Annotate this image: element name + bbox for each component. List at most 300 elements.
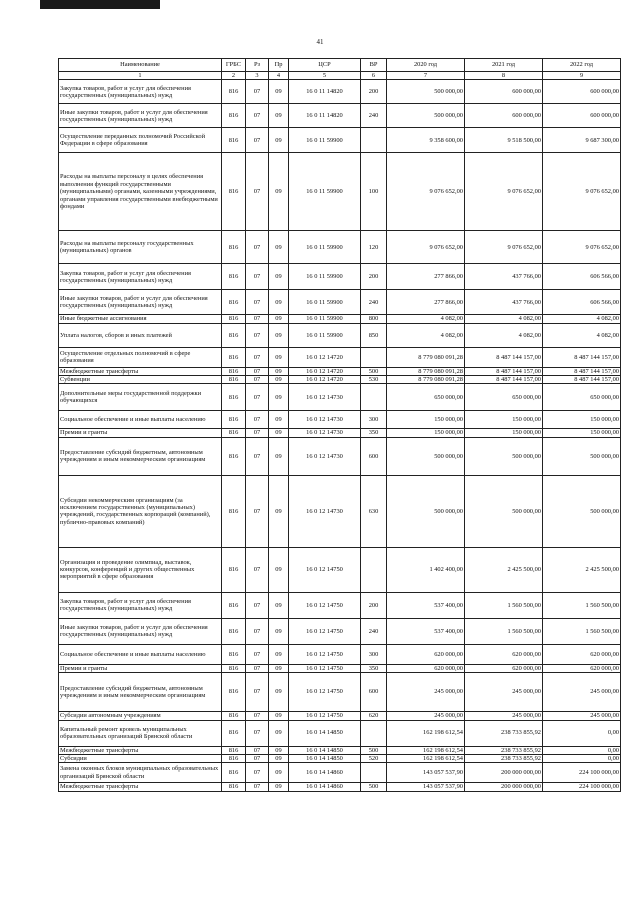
table-row xyxy=(59,763,621,783)
cell-rz: 07 xyxy=(246,754,269,762)
cell-rz: 07 xyxy=(246,763,269,783)
cell-name: Предоставление субсидий бюджетным, автономным учреждениям и иным некоммерческим организациям xyxy=(59,437,222,475)
cell-name: Осуществление переданных полномочий Российской Федерации в сфере образования xyxy=(59,128,222,153)
cell-grbs: 816 xyxy=(222,411,246,429)
cell-y2021: 437 766,00 xyxy=(465,290,543,315)
cell-y2022: 4 082,00 xyxy=(543,315,621,323)
cell-grbs: 816 xyxy=(222,323,246,347)
column-index: 9 xyxy=(543,72,621,80)
cell-y2021: 650 000,00 xyxy=(465,384,543,411)
cell-grbs: 816 xyxy=(222,712,246,720)
cell-y2021: 620 000,00 xyxy=(465,644,543,664)
column-header: 2020 год xyxy=(387,59,465,72)
cell-pr: 09 xyxy=(269,783,289,791)
cell-name: Расходы на выплаты персоналу государственных (муниципальных) органов xyxy=(59,231,222,264)
cell-rz: 07 xyxy=(246,231,269,264)
cell-grbs: 816 xyxy=(222,618,246,644)
cell-vr xyxy=(361,384,387,411)
cell-y2020: 8 779 080 091,28 xyxy=(387,376,465,384)
cell-vr: 500 xyxy=(361,783,387,791)
cell-vr: 600 xyxy=(361,673,387,712)
cell-y2020: 9 358 600,00 xyxy=(387,128,465,153)
cell-csr: 16 0 11 59900 xyxy=(289,290,361,315)
table-row xyxy=(59,644,621,664)
table-row xyxy=(59,315,621,323)
cell-pr: 09 xyxy=(269,153,289,231)
cell-y2022: 1 560 500,00 xyxy=(543,592,621,618)
table-row xyxy=(59,411,621,429)
cell-name: Субсидии xyxy=(59,754,222,762)
cell-name: Иные бюджетные ассигнования xyxy=(59,315,222,323)
cell-name: Закупка товаров, работ и услуг для обеспечения государственных (муниципальных) нужд xyxy=(59,592,222,618)
cell-rz: 07 xyxy=(246,720,269,746)
cell-csr: 16 0 12 14750 xyxy=(289,618,361,644)
cell-y2020: 620 000,00 xyxy=(387,644,465,664)
cell-name: Замена оконных блоков муниципальных образовательных организаций Брянской области xyxy=(59,763,222,783)
column-index: 4 xyxy=(269,72,289,80)
cell-y2022: 9 687 300,00 xyxy=(543,128,621,153)
cell-name: Межбюджетные трансферты xyxy=(59,783,222,791)
cell-pr: 09 xyxy=(269,231,289,264)
column-index: 6 xyxy=(361,72,387,80)
cell-csr: 16 0 12 14750 xyxy=(289,664,361,672)
table-row xyxy=(59,754,621,762)
table-row xyxy=(59,80,621,104)
cell-csr: 16 0 14 14850 xyxy=(289,720,361,746)
cell-rz: 07 xyxy=(246,80,269,104)
header-row xyxy=(59,59,621,72)
budget-table xyxy=(58,58,621,792)
cell-rz: 07 xyxy=(246,618,269,644)
cell-name: Премии и гранты xyxy=(59,664,222,672)
cell-grbs: 816 xyxy=(222,290,246,315)
cell-y2022: 606 566,00 xyxy=(543,290,621,315)
cell-y2022: 2 425 500,00 xyxy=(543,547,621,592)
cell-rz: 07 xyxy=(246,376,269,384)
cell-csr: 16 0 12 14720 xyxy=(289,347,361,367)
column-index: 2 xyxy=(222,72,246,80)
table-row xyxy=(59,153,621,231)
cell-rz: 07 xyxy=(246,429,269,437)
cell-y2020: 277 866,00 xyxy=(387,264,465,290)
cell-grbs: 816 xyxy=(222,104,246,128)
cell-vr: 240 xyxy=(361,290,387,315)
cell-csr: 16 0 11 59900 xyxy=(289,323,361,347)
cell-rz: 07 xyxy=(246,783,269,791)
cell-y2021: 8 487 144 157,00 xyxy=(465,347,543,367)
cell-y2022: 600 000,00 xyxy=(543,80,621,104)
table-row xyxy=(59,673,621,712)
cell-name: Социальное обеспечение и иные выплаты населению xyxy=(59,411,222,429)
column-index: 1 xyxy=(59,72,222,80)
cell-vr: 200 xyxy=(361,264,387,290)
cell-pr: 09 xyxy=(269,746,289,754)
table-row xyxy=(59,429,621,437)
cell-y2020: 500 000,00 xyxy=(387,80,465,104)
column-header: 2021 год xyxy=(465,59,543,72)
cell-y2022: 620 000,00 xyxy=(543,664,621,672)
cell-y2022: 0,00 xyxy=(543,754,621,762)
cell-csr: 16 0 12 14730 xyxy=(289,384,361,411)
cell-y2022: 8 487 144 157,00 xyxy=(543,376,621,384)
cell-y2021: 600 000,00 xyxy=(465,104,543,128)
cell-y2022: 500 000,00 xyxy=(543,437,621,475)
column-index: 5 xyxy=(289,72,361,80)
cell-pr: 09 xyxy=(269,754,289,762)
cell-csr: 16 0 12 14750 xyxy=(289,712,361,720)
cell-y2021: 238 733 855,92 xyxy=(465,720,543,746)
cell-y2020: 162 198 612,54 xyxy=(387,720,465,746)
cell-pr: 09 xyxy=(269,673,289,712)
cell-pr: 09 xyxy=(269,128,289,153)
table-row xyxy=(59,347,621,367)
cell-y2021: 9 518 500,00 xyxy=(465,128,543,153)
cell-grbs: 816 xyxy=(222,754,246,762)
cell-y2021: 4 082,00 xyxy=(465,323,543,347)
column-header: ГРБС xyxy=(222,59,246,72)
cell-csr: 16 0 12 14730 xyxy=(289,429,361,437)
cell-vr: 300 xyxy=(361,411,387,429)
cell-y2021: 4 082,00 xyxy=(465,315,543,323)
cell-rz: 07 xyxy=(246,437,269,475)
cell-y2020: 9 076 652,00 xyxy=(387,153,465,231)
cell-y2021: 200 000 000,00 xyxy=(465,783,543,791)
cell-pr: 09 xyxy=(269,80,289,104)
cell-grbs: 816 xyxy=(222,475,246,547)
cell-rz: 07 xyxy=(246,128,269,153)
cell-y2022: 0,00 xyxy=(543,720,621,746)
column-header: Наименование xyxy=(59,59,222,72)
table-row xyxy=(59,475,621,547)
cell-vr: 500 xyxy=(361,746,387,754)
cell-pr: 09 xyxy=(269,290,289,315)
cell-y2022: 4 082,00 xyxy=(543,323,621,347)
table-body xyxy=(59,80,621,791)
cell-vr: 630 xyxy=(361,475,387,547)
cell-name: Социальное обеспечение и иные выплаты населению xyxy=(59,644,222,664)
cell-pr: 09 xyxy=(269,475,289,547)
cell-pr: 09 xyxy=(269,347,289,367)
cell-y2022: 620 000,00 xyxy=(543,644,621,664)
cell-name: Предоставление субсидий бюджетным, автономным учреждениям и иным некоммерческим организациям xyxy=(59,673,222,712)
cell-grbs: 816 xyxy=(222,315,246,323)
cell-rz: 07 xyxy=(246,746,269,754)
cell-grbs: 816 xyxy=(222,763,246,783)
cell-y2022: 245 000,00 xyxy=(543,673,621,712)
cell-vr: 300 xyxy=(361,644,387,664)
cell-name: Расходы на выплаты персоналу в целях обеспечения выполнения функций государственными (муниципальными) органами, казенными учреждениями, органами управления государственными внебюджетными фондами xyxy=(59,153,222,231)
cell-name: Капитальный ремонт кровель муниципальных образовательных организаций Брянской области xyxy=(59,720,222,746)
cell-rz: 07 xyxy=(246,664,269,672)
cell-y2020: 650 000,00 xyxy=(387,384,465,411)
cell-y2020: 245 000,00 xyxy=(387,712,465,720)
cell-vr: 240 xyxy=(361,618,387,644)
cell-name: Уплата налогов, сборов и иных платежей xyxy=(59,323,222,347)
cell-rz: 07 xyxy=(246,104,269,128)
cell-y2022: 8 487 144 157,00 xyxy=(543,347,621,367)
cell-vr: 120 xyxy=(361,231,387,264)
cell-csr: 16 0 12 14730 xyxy=(289,437,361,475)
cell-y2021: 500 000,00 xyxy=(465,475,543,547)
cell-y2020: 537 400,00 xyxy=(387,618,465,644)
cell-grbs: 816 xyxy=(222,153,246,231)
cell-grbs: 816 xyxy=(222,673,246,712)
cell-vr: 850 xyxy=(361,323,387,347)
cell-pr: 09 xyxy=(269,315,289,323)
cell-grbs: 816 xyxy=(222,384,246,411)
cell-y2020: 162 198 612,54 xyxy=(387,746,465,754)
cell-vr xyxy=(361,347,387,367)
cell-name: Иные закупки товаров, работ и услуг для обеспечения государственных (муниципальных) нужд xyxy=(59,104,222,128)
cell-name: Субсидии некоммерческим организациям (за исключением государственных (муниципальных) учреждений, государственных корпораций (компаний), публично-правовых компаний) xyxy=(59,475,222,547)
cell-name: Закупка товаров, работ и услуг для обеспечения государственных (муниципальных) нужд xyxy=(59,80,222,104)
cell-csr: 16 0 11 59900 xyxy=(289,128,361,153)
cell-y2021: 8 487 144 157,00 xyxy=(465,376,543,384)
cell-name: Субвенции xyxy=(59,376,222,384)
cell-y2022: 0,00 xyxy=(543,746,621,754)
cell-csr: 16 0 12 14720 xyxy=(289,376,361,384)
cell-y2020: 277 866,00 xyxy=(387,290,465,315)
cell-csr: 16 0 12 14750 xyxy=(289,644,361,664)
column-header: ВР xyxy=(361,59,387,72)
cell-csr: 16 0 14 14850 xyxy=(289,746,361,754)
cell-y2020: 150 000,00 xyxy=(387,429,465,437)
cell-y2020: 537 400,00 xyxy=(387,592,465,618)
cell-y2022: 650 000,00 xyxy=(543,384,621,411)
cell-vr: 500 xyxy=(361,367,387,375)
cell-rz: 07 xyxy=(246,367,269,375)
cell-y2021: 620 000,00 xyxy=(465,664,543,672)
scan-edge-bar xyxy=(40,0,160,9)
cell-pr: 09 xyxy=(269,618,289,644)
cell-y2020: 620 000,00 xyxy=(387,664,465,672)
cell-pr: 09 xyxy=(269,720,289,746)
cell-y2021: 238 733 855,92 xyxy=(465,746,543,754)
cell-grbs: 816 xyxy=(222,746,246,754)
table-row xyxy=(59,104,621,128)
cell-grbs: 816 xyxy=(222,80,246,104)
cell-csr: 16 0 12 14750 xyxy=(289,547,361,592)
cell-y2020: 9 076 652,00 xyxy=(387,231,465,264)
cell-pr: 09 xyxy=(269,763,289,783)
cell-vr: 350 xyxy=(361,429,387,437)
cell-y2022: 150 000,00 xyxy=(543,429,621,437)
cell-pr: 09 xyxy=(269,437,289,475)
column-index: 7 xyxy=(387,72,465,80)
cell-y2021: 2 425 500,00 xyxy=(465,547,543,592)
table-row xyxy=(59,592,621,618)
cell-y2021: 238 733 855,92 xyxy=(465,754,543,762)
cell-pr: 09 xyxy=(269,376,289,384)
cell-pr: 09 xyxy=(269,547,289,592)
cell-y2020: 8 779 080 091,28 xyxy=(387,367,465,375)
cell-pr: 09 xyxy=(269,592,289,618)
cell-grbs: 816 xyxy=(222,783,246,791)
cell-grbs: 816 xyxy=(222,720,246,746)
column-header: 2022 год xyxy=(543,59,621,72)
cell-y2021: 500 000,00 xyxy=(465,437,543,475)
table-row xyxy=(59,783,621,791)
cell-y2022: 1 560 500,00 xyxy=(543,618,621,644)
cell-y2020: 162 198 612,54 xyxy=(387,754,465,762)
cell-rz: 07 xyxy=(246,290,269,315)
table-row xyxy=(59,367,621,375)
table-row xyxy=(59,618,621,644)
cell-rz: 07 xyxy=(246,411,269,429)
cell-rz: 07 xyxy=(246,347,269,367)
cell-csr: 16 0 14 14860 xyxy=(289,763,361,783)
cell-vr xyxy=(361,720,387,746)
cell-grbs: 816 xyxy=(222,231,246,264)
cell-csr: 16 0 11 59900 xyxy=(289,315,361,323)
cell-pr: 09 xyxy=(269,429,289,437)
cell-y2021: 150 000,00 xyxy=(465,429,543,437)
cell-y2022: 224 100 000,00 xyxy=(543,763,621,783)
cell-vr xyxy=(361,547,387,592)
cell-y2021: 245 000,00 xyxy=(465,673,543,712)
cell-pr: 09 xyxy=(269,384,289,411)
cell-pr: 09 xyxy=(269,323,289,347)
cell-pr: 09 xyxy=(269,644,289,664)
cell-vr: 530 xyxy=(361,376,387,384)
cell-name: Межбюджетные трансферты xyxy=(59,367,222,375)
cell-name: Иные закупки товаров, работ и услуг для обеспечения государственных (муниципальных) нужд xyxy=(59,618,222,644)
cell-csr: 16 0 12 14750 xyxy=(289,673,361,712)
cell-rz: 07 xyxy=(246,644,269,664)
table-row xyxy=(59,384,621,411)
cell-vr: 200 xyxy=(361,80,387,104)
page-number: 41 xyxy=(316,38,324,46)
table-row xyxy=(59,437,621,475)
column-index: 3 xyxy=(246,72,269,80)
cell-grbs: 816 xyxy=(222,347,246,367)
cell-y2020: 150 000,00 xyxy=(387,411,465,429)
cell-y2021: 1 560 500,00 xyxy=(465,592,543,618)
cell-pr: 09 xyxy=(269,104,289,128)
cell-y2021: 200 000 000,00 xyxy=(465,763,543,783)
cell-y2020: 245 000,00 xyxy=(387,673,465,712)
cell-y2020: 4 082,00 xyxy=(387,323,465,347)
cell-pr: 09 xyxy=(269,264,289,290)
table-row xyxy=(59,376,621,384)
cell-grbs: 816 xyxy=(222,592,246,618)
cell-rz: 07 xyxy=(246,264,269,290)
column-header: ЦСР xyxy=(289,59,361,72)
cell-vr: 200 xyxy=(361,592,387,618)
cell-vr: 620 xyxy=(361,712,387,720)
cell-y2021: 245 000,00 xyxy=(465,712,543,720)
column-header: Рз xyxy=(246,59,269,72)
cell-y2022: 150 000,00 xyxy=(543,411,621,429)
cell-y2022: 245 000,00 xyxy=(543,712,621,720)
cell-y2022: 9 076 652,00 xyxy=(543,231,621,264)
cell-y2021: 8 487 144 157,00 xyxy=(465,367,543,375)
cell-vr xyxy=(361,128,387,153)
cell-y2020: 500 000,00 xyxy=(387,104,465,128)
cell-grbs: 816 xyxy=(222,437,246,475)
cell-rz: 07 xyxy=(246,475,269,547)
cell-y2020: 4 082,00 xyxy=(387,315,465,323)
cell-csr: 16 0 11 59900 xyxy=(289,153,361,231)
table-row xyxy=(59,231,621,264)
table-row xyxy=(59,664,621,672)
table-row xyxy=(59,290,621,315)
cell-y2021: 9 076 652,00 xyxy=(465,153,543,231)
column-index: 8 xyxy=(465,72,543,80)
cell-name: Дополнительные меры государственной поддержки обучающихся xyxy=(59,384,222,411)
cell-name: Премии и гранты xyxy=(59,429,222,437)
cell-vr: 600 xyxy=(361,437,387,475)
cell-rz: 07 xyxy=(246,323,269,347)
cell-grbs: 816 xyxy=(222,264,246,290)
cell-csr: 16 0 12 14730 xyxy=(289,475,361,547)
cell-vr: 520 xyxy=(361,754,387,762)
column-header: Пр xyxy=(269,59,289,72)
cell-grbs: 816 xyxy=(222,547,246,592)
table-row xyxy=(59,720,621,746)
cell-y2020: 500 000,00 xyxy=(387,475,465,547)
table-row xyxy=(59,264,621,290)
cell-csr: 16 0 11 14820 xyxy=(289,80,361,104)
cell-grbs: 816 xyxy=(222,644,246,664)
cell-grbs: 816 xyxy=(222,128,246,153)
cell-vr: 100 xyxy=(361,153,387,231)
table-row xyxy=(59,746,621,754)
cell-csr: 16 0 12 14750 xyxy=(289,592,361,618)
cell-y2020: 1 402 400,00 xyxy=(387,547,465,592)
table-row xyxy=(59,128,621,153)
cell-grbs: 816 xyxy=(222,429,246,437)
cell-y2022: 500 000,00 xyxy=(543,475,621,547)
table-row xyxy=(59,547,621,592)
cell-rz: 07 xyxy=(246,153,269,231)
cell-grbs: 816 xyxy=(222,367,246,375)
cell-y2021: 437 766,00 xyxy=(465,264,543,290)
cell-csr: 16 0 11 59900 xyxy=(289,231,361,264)
cell-csr: 16 0 14 14850 xyxy=(289,754,361,762)
cell-y2021: 9 076 652,00 xyxy=(465,231,543,264)
cell-rz: 07 xyxy=(246,592,269,618)
cell-vr: 240 xyxy=(361,104,387,128)
cell-y2021: 1 560 500,00 xyxy=(465,618,543,644)
cell-grbs: 816 xyxy=(222,664,246,672)
cell-rz: 07 xyxy=(246,315,269,323)
cell-y2022: 606 566,00 xyxy=(543,264,621,290)
cell-y2020: 500 000,00 xyxy=(387,437,465,475)
cell-y2022: 600 000,00 xyxy=(543,104,621,128)
cell-csr: 16 0 14 14860 xyxy=(289,783,361,791)
cell-y2020: 8 779 080 091,28 xyxy=(387,347,465,367)
table-row xyxy=(59,323,621,347)
cell-rz: 07 xyxy=(246,673,269,712)
cell-name: Организация и проведение олимпиад, выставок, конкурсов, конференций и других общественных мероприятий в сфере образования xyxy=(59,547,222,592)
cell-csr: 16 0 11 14820 xyxy=(289,104,361,128)
cell-csr: 16 0 12 14720 xyxy=(289,367,361,375)
cell-y2022: 9 076 652,00 xyxy=(543,153,621,231)
cell-y2021: 150 000,00 xyxy=(465,411,543,429)
cell-grbs: 816 xyxy=(222,376,246,384)
cell-name: Осуществление отдельных полномочий в сфере образования xyxy=(59,347,222,367)
table-row xyxy=(59,712,621,720)
cell-vr: 800 xyxy=(361,315,387,323)
cell-csr: 16 0 12 14730 xyxy=(289,411,361,429)
cell-y2021: 600 000,00 xyxy=(465,80,543,104)
cell-csr: 16 0 11 59900 xyxy=(289,264,361,290)
cell-y2022: 224 100 000,00 xyxy=(543,783,621,791)
cell-rz: 07 xyxy=(246,547,269,592)
cell-vr: 350 xyxy=(361,664,387,672)
cell-y2022: 8 487 144 157,00 xyxy=(543,367,621,375)
